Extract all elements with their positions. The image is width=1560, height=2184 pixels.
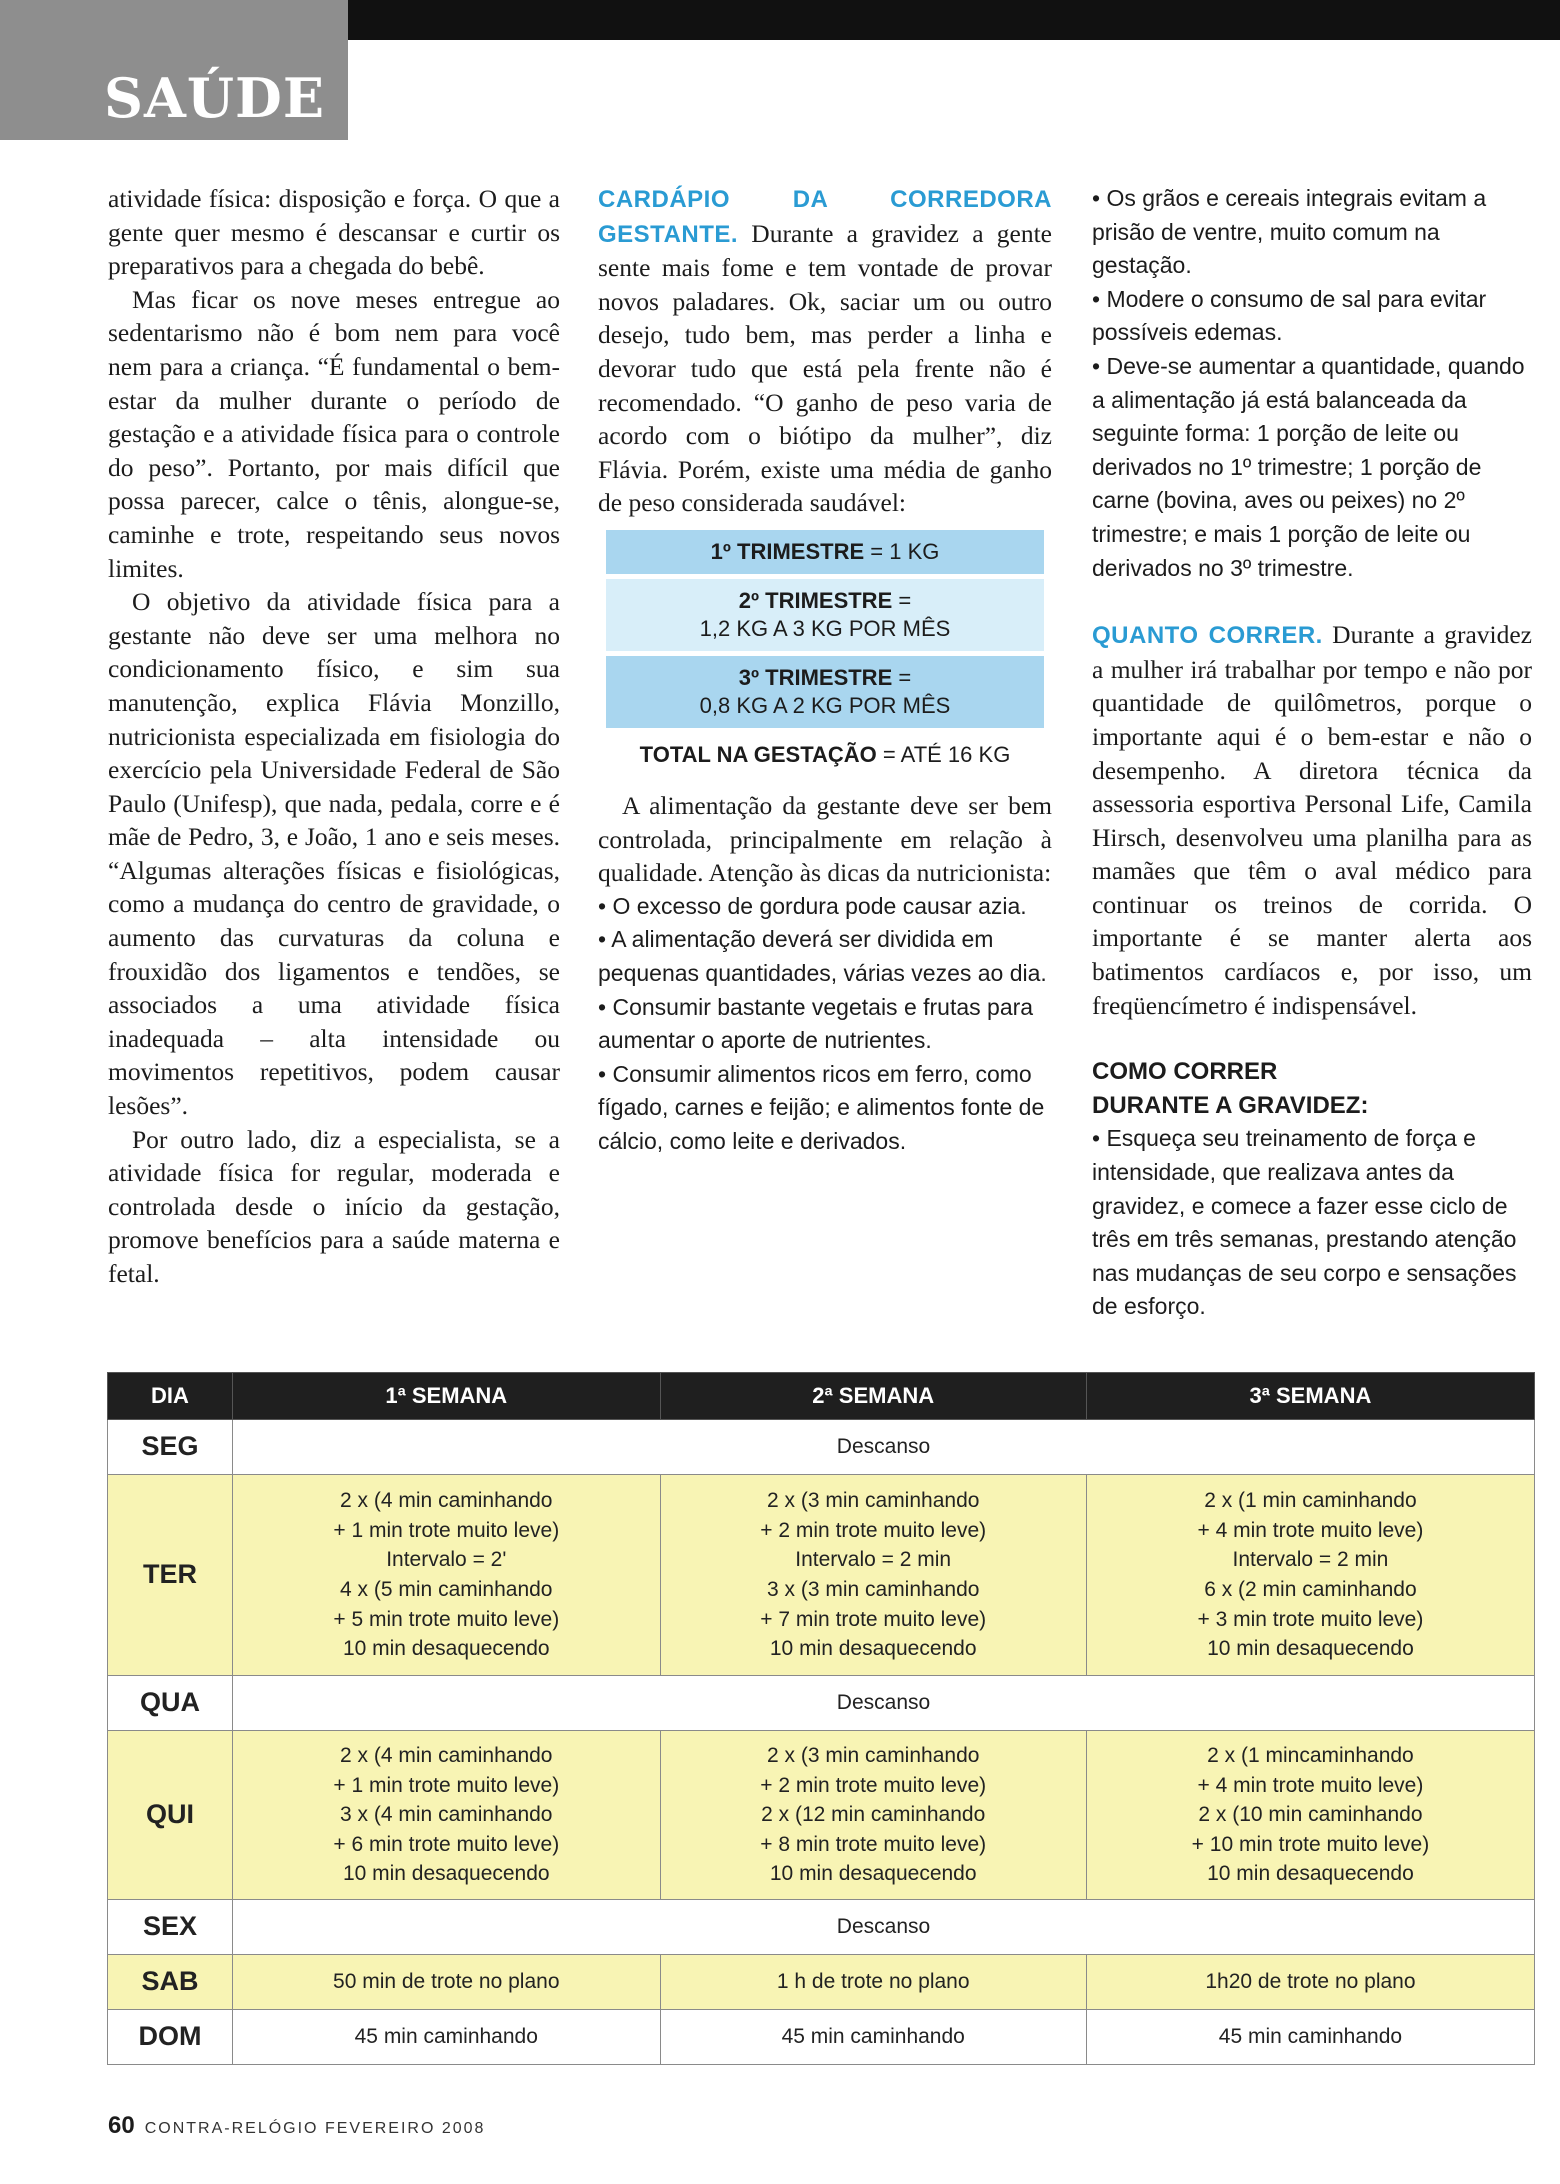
day-cell: SEG [108,1420,233,1475]
table-row-qui [108,1731,1535,1900]
week-1-cell: 2 x (4 min caminhando + 1 min trote muito leve) 3 x (4 min caminhando + 6 min trote muito leve) 10 min desaquecendo [233,1731,661,1900]
list-item: • Os grãos e cereais integrais evitam a prisão de ventre, muito comum na gestação. [1092,182,1532,283]
day-cell: QUA [108,1676,233,1731]
list-item: • Consumir bastante vegetais e frutas para aumentar o aporte de nutrientes. [598,991,1052,1058]
paragraph: A alimentação da gestante deve ser bem controlada, principalmente em relação à qualidade. Atenção às dicas da nutricionista: [598,790,1052,888]
magazine-name: CONTRA-RELÓGIO [144,2120,319,2137]
week-2-cell: 45 min caminhando [660,2010,1086,2065]
list-item: • O excesso de gordura pode causar azia. [598,890,1052,924]
how-to-list [1092,1122,1532,1324]
day-cell: SEX [108,1900,233,1955]
paragraph: Por outro lado, diz a especialista, se a atividade física for regular, moderada e controlada desde o início da gestação, promove benefícios para a saúde materna e fetal. [108,1124,560,1288]
table-row-dom [108,2010,1535,2065]
menu-intro-paragraph [598,182,1052,520]
table-row-sex [108,1900,1535,1955]
week-3-cell: 2 x (1 min caminhando + 4 min trote muito leve) Intervalo = 2 min 6 x (2 min caminhando + 3 min trote muito leve) 10 min desaquecendo [1086,1475,1534,1676]
how-to-heading-line1: COMO CORRER [1092,1058,1278,1086]
week-2-cell: 2 x (3 min caminhando + 2 min trote muito leve) 2 x (12 min caminhando + 8 min trote muito leve) 10 min desaquecendo [660,1731,1086,1900]
week-1-cell: 50 min de trote no plano [233,1955,661,2010]
header-week-3: 3ª SEMANA [1086,1373,1534,1420]
paragraph: atividade física: disposição e força. O que a gente quer mesmo é descansar e curtir os preparativos para a chegada do bebê. [108,184,560,281]
nutrition-tips-list-2 [1092,182,1532,585]
how-much-heading: QUANTO CORRER. [1092,622,1323,650]
table-row-seg [108,1420,1535,1475]
list-item: • Esqueça seu treinamento de força e intensidade, que realizava antes da gravidez, e comece a fazer esse ciclo de três em três semanas, prestando atenção nas mudanças de seu corpo e sensações de esforço. [1092,1122,1532,1324]
header-week-1: 1ª SEMANA [233,1373,661,1420]
week-2-cell: 2 x (3 min caminhando + 2 min trote muito leve) Intervalo = 2 min 3 x (3 min caminhando + 7 min trote muito leve) 10 min desaquecendo [660,1475,1086,1676]
day-cell: QUI [108,1731,233,1900]
rest-cell: Descanso [233,1676,1535,1731]
section-title: SAÚDE [104,66,325,130]
week-3-cell: 1h20 de trote no plano [1086,1955,1534,2010]
weight-gain-boxes [606,530,1044,777]
paragraph: O objetivo da atividade física para a gestante não deve ser uma melhora no condicionamento físico, e sim sua manutenção, explica Flávia Monzillo, nutricionista especializada em fisiologia do exercício pela Universidade Federal de São Paulo (Unifesp), que nada, pedala, corre e é mãe de Pedro, 3, e João, 1 ano e seis meses. “Algumas alterações físicas e fisiológicas, como a mudança do centro de gravidade, o aumento das curvaturas da coluna e frouxidão dos ligamentos e tendões, se associados a uma atividade física inadequada – alta intensidade ou movimentos repetitivos, podem causar lesões”. [108,587,560,1121]
weight-box-total: TOTAL NA GESTAÇÃO = ATÉ 16 KG [606,733,1044,777]
weight-box-trimester-2: 2º TRIMESTRE = 1,2 KG A 3 KG POR MÊS [606,579,1044,651]
rest-cell: Descanso [233,1420,1535,1475]
paragraph: Mas ficar os nove meses entregue ao sedentarismo não é bom nem para você nem para a criança. “É fundamental o bem-estar da mulher durante o período de gestação e a atividade física para o controle do peso”. Portanto, por mais difícil que possa parecer, calce o tênis, alongue-se, caminhe e trote, respeitando seus novos limites. [108,284,560,583]
list-item: • Modere o consumo de sal para evitar possíveis edemas. [1092,283,1532,350]
column-2 [598,182,1052,1158]
table-row-qua [108,1676,1535,1731]
header-day: DIA [108,1373,233,1420]
list-item: • A alimentação deverá ser dividida em pequenas quantidades, várias vezes ao dia. [598,923,1052,990]
issue-date: FEVEREIRO 2008 [324,2120,486,2137]
nutrition-tips-list [598,890,1052,1159]
menu-intro-text: Durante a gravidez a gente sente mais fome e tem vontade de provar novos paladares. Ok, saciar um ou outro desejo, tudo bem, mas perder a linha e devorar tudo que está pela frente não é recomendado. “O ganho de peso varia de acordo com o biótipo da mulher”, diz Flávia. Porém, existe uma média de ganho de peso considerada saudável: [598,218,1052,518]
how-much-text: Durante a gravidez a mulher irá trabalhar por tempo e não por quantidade de quilômetros, porque o importante aqui é o bem-estar e não o desempenho. A diretora técnica da assessoria esportiva Personal Life, Camila Hirsch, desenvolveu uma planilha para as mamães que têm o aval médico para continuar os treinos de corrida. O importante é se manter alerta aos batimentos cardíacos e, por isso, um freqüencímetro é indispensável. [1092,620,1533,1020]
day-cell: SAB [108,1955,233,2010]
list-item: • Deve-se aumentar a quantidade, quando a alimentação já está balanceada da seguinte forma: 1 porção de leite ou derivados no 1º trimestre; 1 porção de carne (bovina, aves ou peixes) no 2º trimestre; e mais 1 porção de leite ou derivados no 3º trimestre. [1092,350,1532,585]
week-1-cell: 2 x (4 min caminhando + 1 min trote muito leve) Intervalo = 2' 4 x (5 min caminhando + 5 min trote muito leve) 10 min desaquecendo [233,1475,661,1676]
menu-heading: CARDÁPIO DA CORREDORA GESTANTE. [598,186,1052,248]
header-week-2: 2ª SEMANA [660,1373,1086,1420]
week-3-cell: 45 min caminhando [1086,2010,1534,2065]
column-3 [1092,182,1532,1324]
table-row-sab [108,1955,1535,2010]
page-footer [108,2112,485,2140]
how-to-heading-line2: DURANTE A GRAVIDEZ: [1092,1091,1369,1119]
week-2-cell: 1 h de trote no plano [660,1955,1086,2010]
table-row-ter [108,1475,1535,1676]
training-plan-table [107,1372,1535,2065]
how-much-paragraph [1092,618,1532,1022]
section-tab [0,0,348,140]
day-cell: DOM [108,2010,233,2065]
weight-box-trimester-3: 3º TRIMESTRE = 0,8 KG A 2 KG POR MÊS [606,656,1044,728]
table-header-row [108,1373,1535,1420]
page-number: 60 [108,2112,135,2139]
weight-box-trimester-1: 1º TRIMESTRE = 1 KG [606,530,1044,574]
column-1 [108,182,560,1291]
list-item: • Consumir alimentos ricos em ferro, como fígado, carnes e feijão; e alimentos fonte de cálcio, como leite e derivados. [598,1058,1052,1159]
day-cell: TER [108,1475,233,1676]
week-3-cell: 2 x (1 mincaminhando + 4 min trote muito leve) 2 x (10 min caminhando + 10 min trote muito leve) 10 min desaquecendo [1086,1731,1534,1900]
rest-cell: Descanso [233,1900,1535,1955]
week-1-cell: 45 min caminhando [233,2010,661,2065]
